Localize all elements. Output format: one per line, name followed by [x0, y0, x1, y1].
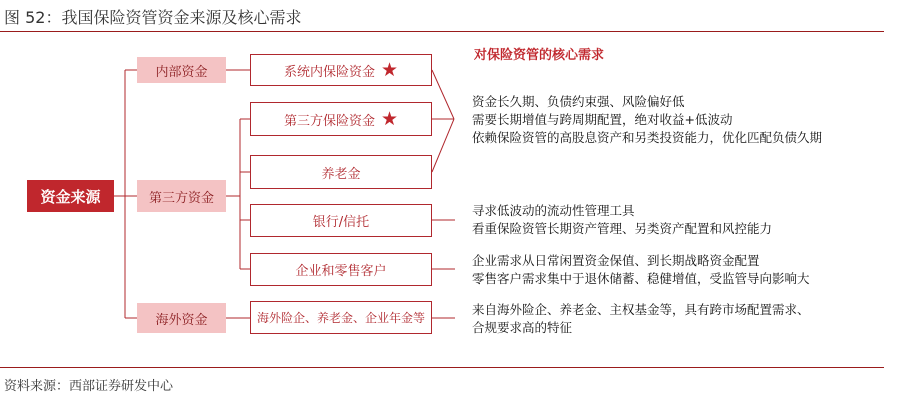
category-third-party: 第三方资金	[137, 180, 226, 212]
leaf-enterprise-retail: 企业和零售客户	[250, 253, 432, 286]
needs-group-1	[472, 93, 822, 147]
needs-line: 看重保险资管长期资产管理、另类资产配置和风控能力	[472, 221, 773, 236]
leaf-label: 系统内保险资金	[283, 64, 375, 80]
leaf-system-insurance	[250, 54, 432, 86]
needs-line: 企业需求从日常闲置资金保值、到长期战略资金配置	[472, 253, 760, 268]
needs-group-4	[472, 301, 810, 337]
needs-title: 对保险资管的核心需求	[474, 48, 605, 63]
category-overseas: 海外资金	[137, 303, 226, 333]
leaf-pension: 养老金	[250, 155, 432, 189]
needs-group-3	[472, 252, 810, 288]
star-icon: ★	[380, 107, 399, 130]
root-node: 资金来源	[27, 180, 114, 212]
leaf-third-party-insurance	[250, 102, 432, 136]
leaf-label: 第三方保险资金	[283, 113, 375, 129]
needs-group-2	[472, 202, 772, 238]
needs-line: 依赖保险资管的高股息资产和另类投资能力，优化匹配负债久期	[472, 130, 823, 145]
needs-line: 寻求低波动的流动性管理工具	[472, 203, 635, 218]
leaf-bank-trust: 银行/信托	[250, 204, 432, 237]
leaf-overseas-funds: 海外险企、养老金、企业年金等	[250, 301, 432, 334]
needs-line: 需要长期增值与跨周期配置，绝对收益+低波动	[472, 112, 733, 127]
needs-line: 合规要求高的特征	[472, 320, 573, 335]
needs-line: 来自海外险企、养老金、主权基金等，具有跨市场配置需求、	[472, 302, 810, 317]
needs-line: 零售客户需求集中于退休储蓄、稳健增值，受监管导向影响大	[472, 271, 810, 286]
source-note: 资料来源：西部证券研发中心	[4, 379, 174, 394]
star-icon: ★	[380, 58, 399, 81]
category-internal: 内部资金	[137, 57, 226, 83]
needs-line: 资金长久期、负债约束强、风险偏好低	[472, 94, 685, 109]
figure-title: 图 52：我国保险资管资金来源及核心需求	[4, 8, 302, 27]
bottom-rule	[0, 367, 884, 368]
